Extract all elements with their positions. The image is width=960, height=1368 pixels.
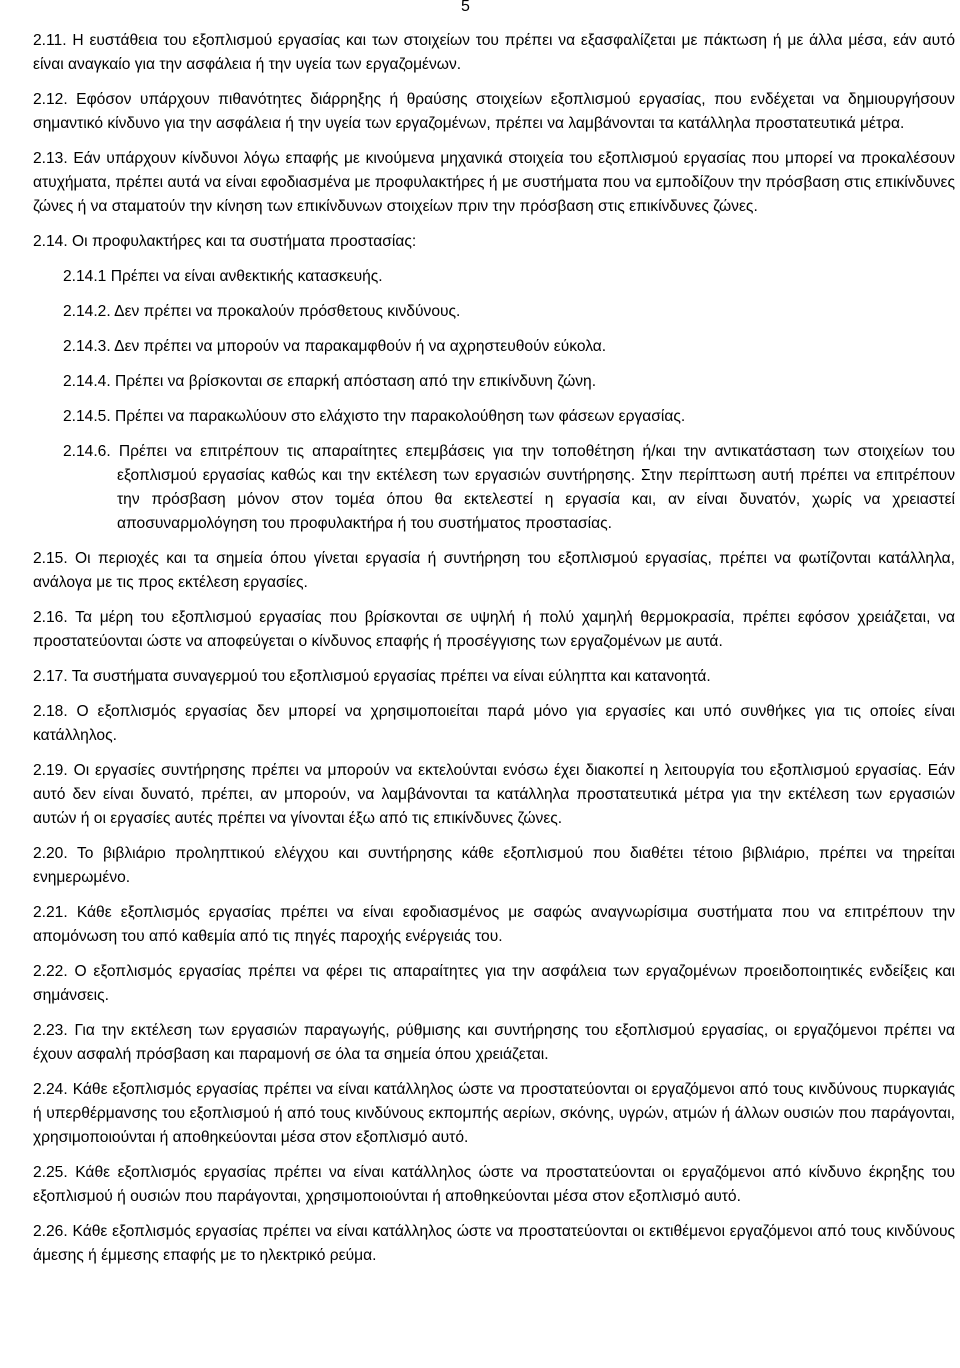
paragraph-number: 2.16.	[33, 609, 68, 626]
subitem-text: Πρέπει να επιτρέπουν τις απαραίτητες επεμβάσεις για την τοποθέτηση ή/και την αντικατάσταση των στοιχείων του εξοπλισμού εργασίας καθώς και την εκτέλεση των εργασιών συντήρησης. Στην περίπτωση αυτή πρέπει να επιτρέπουν την πρόσβαση μόνον στον τομέα όπου θα εκτελεστεί η εργασία και, αν είναι δυνατόν, χωρίς να χρειαστεί αποσυναρμολόγηση του προφυλακτήρα ή του συστήματος προστασίας.	[117, 443, 956, 532]
subitem-number: 2.14.1	[63, 268, 107, 285]
paragraph-text: Η ευστάθεια του εξοπλισμού εργασίας και των στοιχείων του πρέπει να εξασφαλίζεται με πάκτωση ή με άλλα μέσα, εάν αυτό είναι αναγκαίο για την ασφάλεια ή την υγεία των εργαζομένων.	[33, 32, 955, 73]
paragraph-text: Ο εξοπλισμός εργασίας πρέπει να φέρει τις απαραίτητες για την ασφάλεια των εργαζομένων προειδοποιητικές ενδείξεις και σημάνσεις.	[33, 963, 955, 1004]
subitem-2-14-5	[33, 405, 955, 429]
paragraph-number: 2.23.	[33, 1022, 68, 1039]
paragraph-text: Οι προφυλακτήρες και τα συστήματα προστασίας:	[72, 233, 417, 250]
paragraph-number: 2.12.	[33, 91, 68, 108]
subitem-number: 2.14.3.	[63, 338, 111, 355]
paragraph-number: 2.18.	[33, 703, 68, 720]
paragraph-text: Τα μέρη του εξοπλισμού εργασίας που βρίσκονται σε υψηλή ή πολύ χαμηλή θερμοκρασία, πρέπει εφόσον χρειάζεται, να προστατεύονται ώστε να αποφεύγεται ο κίνδυνος επαφής ή προσέγγισης των εργαζομένων με αυτά.	[33, 609, 955, 650]
paragraph-2-23	[33, 1019, 955, 1067]
subitem-2-14-2	[33, 300, 955, 324]
paragraph-text: Το βιβλιάριο προληπτικού ελέγχου και συντήρησης κάθε εξοπλισμού που διαθέτει τέτοιο βιβλιάριο, πρέπει να τηρείται ενημερωμένο.	[33, 845, 955, 886]
paragraph-text: Οι εργασίες συντήρησης πρέπει να μπορούν να εκτελούνται ενόσω έχει διακοπεί η λειτουργία του εξοπλισμού εργασίας. Εάν αυτό δεν είναι δυνατό, πρέπει, αν μπορούν, να λαμβάνονται τα κατάλληλα προστατευτικά μέτρα για την εκτέλεση των εργασιών αυτών ή οι εργασίες αυτές πρέπει να γίνονται έξω από τις επικίνδυνες ζώνες.	[33, 762, 955, 827]
paragraph-text: Κάθε εξοπλισμός εργασίας πρέπει να είναι κατάλληλος ώστε να προστατεύονται οι εργαζόμενοι από τους κινδύνους πυρκαγιάς ή υπερθέρμανσης του εξοπλισμού ή από τους κινδύνους εκπομπής αερίων, σκόνης, υγρών, ατμών ή άλλων ουσιών που παράγονται, χρησιμοποιούνται ή αποθηκεύονται μέσα στον εξοπλισμό αυτό.	[33, 1081, 955, 1146]
paragraph-2-22	[33, 960, 955, 1008]
paragraph-2-19	[33, 759, 955, 831]
paragraph-text: Εφόσον υπάρχουν πιθανότητες διάρρηξης ή θραύσης στοιχείων εξοπλισμού εργασίας, που ενδέχεται να δημιουργήσουν σημαντικό κίνδυνο για την ασφάλεια ή την υγεία των εργαζομένων, πρέπει να λαμβάνονται τα κατάλληλα προστατευτικά μέτρα.	[33, 91, 955, 132]
paragraph-number: 2.11.	[33, 32, 67, 49]
subitem-number: 2.14.5.	[63, 408, 111, 425]
paragraph-2-21	[33, 901, 955, 949]
paragraph-text: Εάν υπάρχουν κίνδυνοι λόγω επαφής με κινούμενα μηχανικά στοιχεία του εξοπλισμού εργασίας που μπορεί να προκαλέσουν ατυχήματα, πρέπει αυτά να είναι εφοδιασμένα με προφυλακτήρες ή με συστήματα που να εμποδίζουν την πρόσβαση στις επικίνδυνες ζώνες ή να σταματούν την κίνηση των επικίνδυνων στοιχείων πριν την πρόσβαση στις επικίνδυνες ζώνες.	[33, 150, 955, 215]
paragraph-2-20	[33, 842, 955, 890]
paragraph-2-15	[33, 547, 955, 595]
paragraph-2-11	[33, 29, 955, 77]
document-body	[33, 29, 955, 1279]
subitem-text: Πρέπει να παρακωλύουν στο ελάχιστο την παρακολούθηση των φάσεων εργασίας.	[115, 408, 686, 425]
subitem-text: Δεν πρέπει να προκαλούν πρόσθετους κινδύνους.	[114, 303, 461, 320]
paragraph-2-17	[33, 665, 955, 689]
paragraph-2-26	[33, 1220, 955, 1268]
paragraph-number: 2.21.	[33, 904, 68, 921]
paragraph-number: 2.15.	[33, 550, 68, 567]
paragraph-2-14	[33, 230, 955, 254]
subitem-2-14-6	[33, 440, 955, 536]
paragraph-2-24	[33, 1078, 955, 1150]
paragraph-text: Κάθε εξοπλισμός εργασίας πρέπει να είναι κατάλληλος ώστε να προστατεύονται οι εκτιθέμενοι εργαζόμενοι από τους κινδύνους άμεσης ή έμμεσης επαφής με το ηλεκτρικό ρεύμα.	[33, 1223, 955, 1264]
paragraph-number: 2.25.	[33, 1164, 68, 1181]
page-number: 5	[461, 0, 470, 15]
paragraph-2-25	[33, 1161, 955, 1209]
paragraph-2-13	[33, 147, 955, 219]
subitem-2-14-4	[33, 370, 955, 394]
subitem-number: 2.14.4.	[63, 373, 111, 390]
paragraph-number: 2.17.	[33, 668, 68, 685]
paragraph-2-18	[33, 700, 955, 748]
paragraph-text: Κάθε εξοπλισμός εργασίας πρέπει να είναι εφοδιασμένος με σαφώς αναγνωρίσιμα συστήματα που να επιτρέπουν την απομόνωση του από καθεμία από τις πηγές παροχής ενέργειάς του.	[33, 904, 955, 945]
paragraph-number: 2.13.	[33, 150, 68, 167]
paragraph-text: Ο εξοπλισμός εργασίας δεν μπορεί να χρησιμοποιείται παρά μόνο για εργασίες και υπό συνθήκες για τις οποίες είναι κατάλληλος.	[33, 703, 955, 744]
paragraph-number: 2.20.	[33, 845, 68, 862]
subitem-number: 2.14.2.	[63, 303, 111, 320]
paragraph-text: Τα συστήματα συναγερμού του εξοπλισμού εργασίας πρέπει να είναι εύληπτα και κατανοητά.	[71, 668, 711, 685]
paragraph-number: 2.22.	[33, 963, 68, 980]
subitem-2-14-1	[33, 265, 955, 289]
paragraph-text: Για την εκτέλεση των εργασιών παραγωγής, ρύθμισης και συντήρησης του εξοπλισμού εργασίας, οι εργαζόμενοι πρέπει να έχουν ασφαλή πρόσβαση και παραμονή σε όλα τα σημεία όπου χρειάζεται.	[33, 1022, 955, 1063]
subitem-number: 2.14.6.	[63, 443, 111, 460]
subitem-2-14-3	[33, 335, 955, 359]
subitem-text: Πρέπει να βρίσκονται σε επαρκή απόσταση από την επικίνδυνη ζώνη.	[115, 373, 597, 390]
paragraph-text: Κάθε εξοπλισμός εργασίας πρέπει να είναι κατάλληλος ώστε να προστατεύονται οι εργαζόμενοι από κίνδυνο έκρηξης του εξοπλισμού ή ουσιών που παράγονται, χρησιμοποιούνται ή αποθηκεύονται μέσα στον εξοπλισμό αυτό.	[33, 1164, 955, 1205]
subitem-text: Δεν πρέπει να μπορούν να παρακαμφθούν ή να αχρηστευθούν εύκολα.	[114, 338, 607, 355]
paragraph-number: 2.26.	[33, 1223, 68, 1240]
paragraph-number: 2.19.	[33, 762, 68, 779]
paragraph-text: Οι περιοχές και τα σημεία όπου γίνεται εργασία ή συντήρηση του εξοπλισμού εργασίας, πρέπει να φωτίζονται κατάλληλα, ανάλογα με τις προς εκτέλεση εργασίες.	[33, 550, 955, 591]
paragraph-number: 2.24.	[33, 1081, 68, 1098]
paragraph-number: 2.14.	[33, 233, 68, 250]
paragraph-2-16	[33, 606, 955, 654]
subitem-text: Πρέπει να είναι ανθεκτικής κατασκευής.	[110, 268, 383, 285]
paragraph-2-12	[33, 88, 955, 136]
